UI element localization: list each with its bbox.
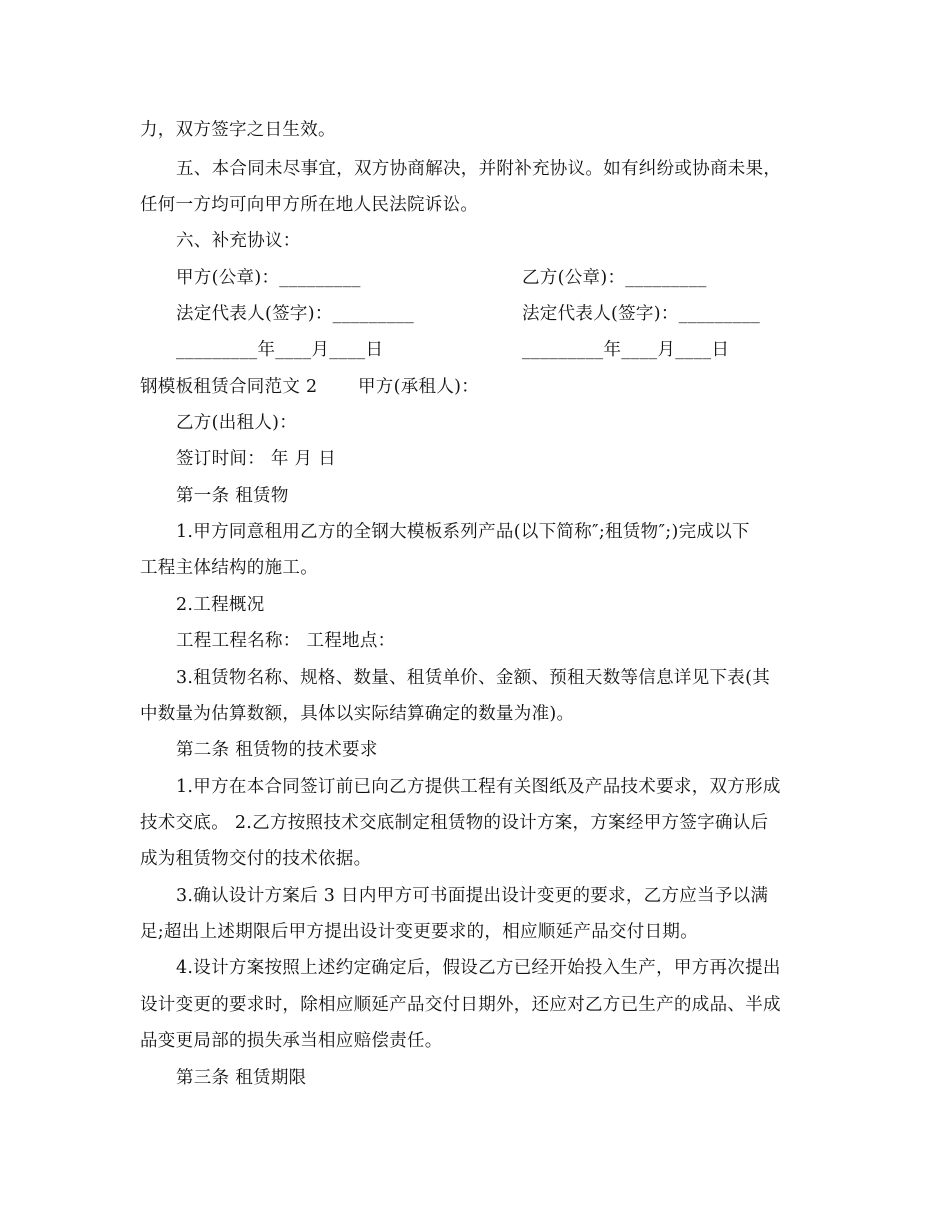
party-a-representative: 法定代表人(签字)：_________ bbox=[176, 304, 415, 324]
text-line: 成为租赁物交付的技术依据。 bbox=[140, 849, 372, 869]
party-a-seal: 甲方(公章)：_________ bbox=[176, 268, 361, 288]
text-line: 1.甲方同意租用乙方的全钢大模板系列产品(以下简称″;租赁物″;)完成以下 bbox=[176, 522, 750, 542]
text-line: 3.租赁物名称、规格、数量、租赁单价、金额、预租天数等信息详见下表(其 bbox=[176, 668, 771, 688]
text-line: 工程主体结构的施工。 bbox=[140, 558, 318, 578]
text-line: 4.设计方案按照上述约定确定后，假设乙方已经开始投入生产，甲方再次提出 bbox=[176, 958, 781, 978]
article-heading: 第二条 租赁物的技术要求 bbox=[176, 740, 378, 760]
text-line: 任何一方均可向甲方所在地人民法院诉讼。 bbox=[140, 195, 479, 215]
contract-title: 钢模板租赁合同范文 2 bbox=[140, 377, 318, 397]
section-heading: 六、补充协议： bbox=[176, 231, 301, 251]
party-b-seal: 乙方(公章)：_________ bbox=[522, 268, 707, 288]
text-line: 3.确认设计方案后 3 日内甲方可书面提出设计变更的要求，乙方应当予以满 bbox=[176, 886, 769, 906]
text-line: 工程工程名称： 工程地点： bbox=[176, 631, 396, 651]
party-b-representative: 法定代表人(签字)：_________ bbox=[522, 304, 761, 324]
article-heading: 第一条 租赁物 bbox=[176, 486, 289, 506]
text-line: 2.工程概况 bbox=[176, 595, 265, 615]
lessor-label: 乙方(出租人)： bbox=[176, 413, 298, 433]
lessee-label: 甲方(承租人)： bbox=[358, 377, 480, 397]
text-line: 中数量为估算数额，具体以实际结算确定的数量为准)。 bbox=[140, 704, 575, 724]
text-line: 五、本合同未尽事宜，双方协商解决，并附补充协议。如有纠纷或协商未果， bbox=[176, 159, 782, 179]
article-heading: 第三条 租赁期限 bbox=[176, 1068, 307, 1088]
party-b-date: _________年____月____日 bbox=[522, 340, 730, 360]
text-line: 1.甲方在本合同签订前已向乙方提供工程有关图纸及产品技术要求，双方形成 bbox=[176, 777, 781, 797]
text-line: 力，双方签字之日生效。 bbox=[140, 120, 336, 140]
text-line: 设计变更的要求时，除相应顺延产品交付日期外，还应对乙方已生产的成品、半成 bbox=[140, 995, 781, 1015]
text-line: 技术交底。 2.乙方按照技术交底制定租赁物的设计方案，方案经甲方签字确认后 bbox=[140, 813, 769, 833]
text-line: 足;超出上述期限后甲方提出设计变更要求的，相应顺延产品交付日期。 bbox=[140, 922, 698, 942]
text-line: 品变更局部的损失承当相应赔偿责任。 bbox=[140, 1031, 443, 1051]
party-a-date: _________年____月____日 bbox=[176, 340, 384, 360]
sign-time: 签订时间： 年 月 日 bbox=[176, 449, 336, 469]
